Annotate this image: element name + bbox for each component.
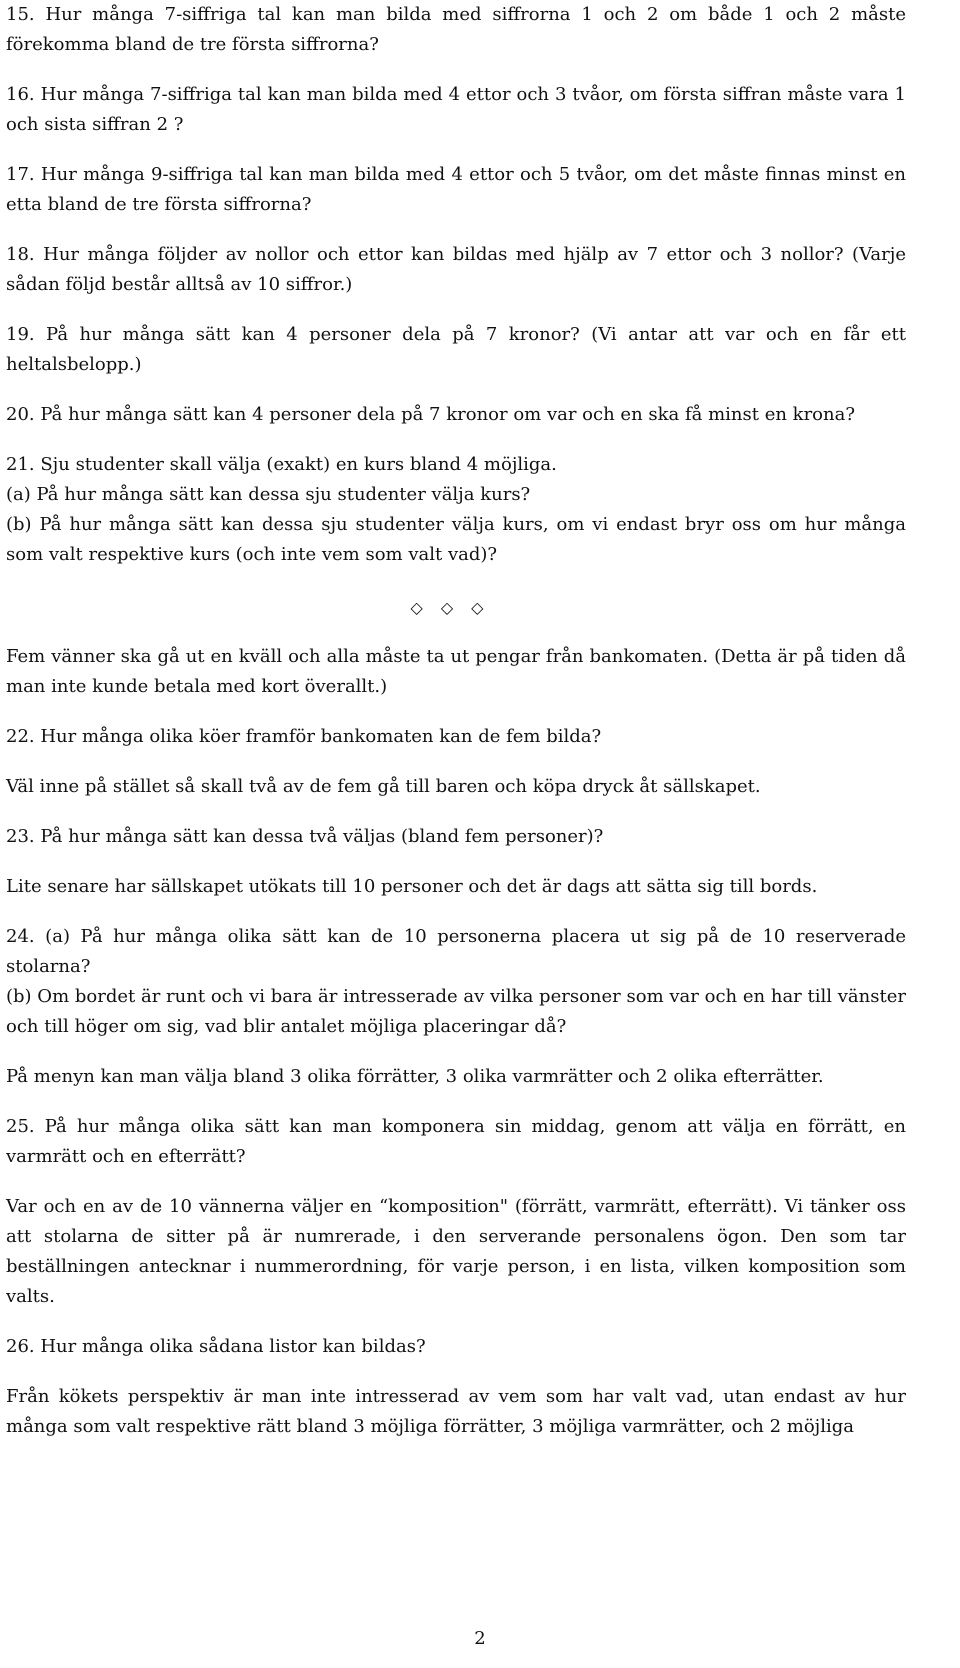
story-intro: Fem vänner ska gå ut en kväll och alla måste ta ut pengar från bankomaten. (Detta är på tiden då man inte kunde betala med kort överallt.) (6, 646, 906, 697)
problem-22: 22. Hur många olika köer framför bankomaten kan de fem bilda? (6, 726, 602, 747)
story-composition: Var och en av de 10 vännerna väljer en “komposition" (förrätt, varmrätt, efterrätt). Vi tänker oss att stolarna de sitter på är numrerade, i den serverande personalens ögon. Den som tar beställningen antecknar i nummerordning, för varje person, i en lista, vilken komposition som valts. (6, 1196, 906, 1307)
problem-24b: (b) Om bordet är runt och vi bara är intresserade av vilka personer som var och en har till vänster och till höger om sig, vad blir antalet möjliga placeringar då? (6, 986, 906, 1037)
problem-26: 26. Hur många olika sådana listor kan bildas? (6, 1336, 426, 1357)
problem-21a: (a) På hur många sätt kan dessa sju studenter välja kurs? (6, 484, 531, 505)
problem-21b: (b) På hur många sätt kan dessa sju studenter välja kurs, om vi endast bryr oss om hur många som valt respektive kurs (och inte vem som valt vad)? (6, 514, 906, 565)
problem-17: 17. Hur många 9-siffriga tal kan man bilda med 4 ettor och 5 tvåor, om det måste finnas minst en etta bland de tre första siffrorna? (6, 164, 906, 215)
problem-16: 16. Hur många 7-siffriga tal kan man bilda med 4 ettor och 3 tvåor, om första siffran måste vara 1 och sista siffran 2 ? (6, 84, 906, 135)
problem-19: 19. På hur många sätt kan 4 personer dela på 7 kronor? (Vi antar att var och en får ett heltalsbelopp.) (6, 324, 906, 375)
story-bar: Väl inne på stället så skall två av de fem gå till baren och köpa dryck åt sällskapet. (6, 776, 761, 797)
diamond-icon: ◇ (440, 598, 472, 617)
document-page (6, 0, 906, 1442)
problem-25: 25. På hur många olika sätt kan man komponera sin middag, genom att välja en förrätt, en varmrätt och en efterrätt? (6, 1116, 906, 1167)
story-menu: På menyn kan man välja bland 3 olika förrätter, 3 olika varmrätter och 2 olika efterrätter. (6, 1066, 824, 1087)
problem-23: 23. På hur många sätt kan dessa två väljas (bland fem personer)? (6, 826, 604, 847)
diamond-icon: ◇ (410, 598, 441, 617)
story-later: Lite senare har sällskapet utökats till 10 personer och det är dags att sätta sig till bords. (6, 876, 818, 897)
problem-15: 15. Hur många 7-siffriga tal kan man bilda med siffrorna 1 och 2 om både 1 och 2 måste förekomma bland de tre första siffrorna? (6, 4, 906, 55)
story-kitchen: Från kökets perspektiv är man inte intresserad av vem som har valt vad, utan endast av hur många som valt respektive rätt bland 3 möjliga förrätter, 3 möjliga varmrätter, och 2 möjliga (6, 1386, 906, 1437)
problem-18: 18. Hur många följder av nollor och ettor kan bildas med hjälp av 7 ettor och 3 nollor? (Varje sådan följd består alltså av 10 siffror.) (6, 244, 906, 295)
diamond-icon: ◇ (471, 598, 502, 617)
problem-20: 20. På hur många sätt kan 4 personer dela på 7 kronor om var och en ska få minst en krona? (6, 404, 855, 425)
page-number: 2 (474, 1628, 486, 1649)
problem-21: 21. Sju studenter skall välja (exakt) en kurs bland 4 möjliga. (6, 454, 557, 475)
problem-24a: 24. (a) På hur många olika sätt kan de 10 personerna placera ut sig på de 10 reserverade stolarna? (6, 926, 906, 977)
section-separator (6, 596, 906, 620)
